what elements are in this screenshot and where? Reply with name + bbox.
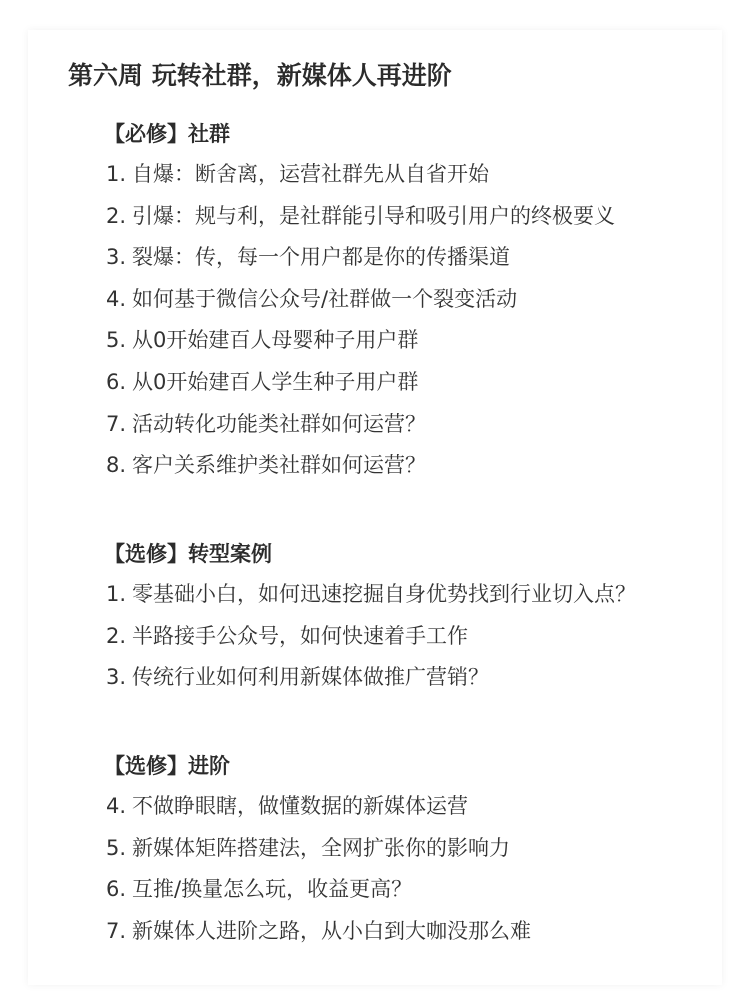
list-item: 4. 如何基于微信公众号/社群做一个裂变活动 xyxy=(106,286,518,311)
list-item: 7. 活动转化功能类社群如何运营？ xyxy=(106,411,427,436)
list-item: 4. 不做睁眼瞎，做懂数据的新媒体运营 xyxy=(106,794,469,818)
lesson-list xyxy=(106,574,636,699)
list-item: 8. 客户关系维护类社群如何运营？ xyxy=(106,453,427,478)
section-elective-advanced xyxy=(104,746,531,952)
list-item: 6. 从0开始建百人学生种子用户群 xyxy=(106,369,419,394)
section-required-community xyxy=(104,114,615,487)
list-item: 7. 新媒体人进阶之路，从小白到大咖没那么难 xyxy=(106,918,532,943)
list-item: 2. 半路接手公众号，如何快速着手工作 xyxy=(106,623,469,648)
list-item: 3. 裂爆：传，每一个用户都是你的传播渠道 xyxy=(106,245,511,270)
section-elective-transition-cases xyxy=(104,534,636,699)
list-item: 1. 零基础小白，如何迅速挖掘自身优势找到行业切入点？ xyxy=(106,582,637,606)
section-heading: 【选修】转型案例 xyxy=(104,542,272,566)
section-heading: 【选修】进阶 xyxy=(104,754,230,778)
lesson-list xyxy=(106,154,615,487)
page-title: 第六周 玩转社群，新媒体人再进阶 xyxy=(68,61,452,90)
list-item: 6. 互推/换量怎么玩，收益更高？ xyxy=(106,877,413,902)
section-heading: 【必修】社群 xyxy=(104,122,230,146)
list-item: 2. 引爆：规与利，是社群能引导和吸引用户的终极要义 xyxy=(106,203,616,228)
list-item: 5. 从0开始建百人母婴种子用户群 xyxy=(106,328,419,353)
lesson-list xyxy=(106,786,531,952)
list-item: 1. 自爆：断舍离，运营社群先从自省开始 xyxy=(106,162,490,186)
list-item: 3. 传统行业如何利用新媒体做推广营销？ xyxy=(106,665,490,690)
list-item: 5. 新媒体矩阵搭建法，全网扩张你的影响力 xyxy=(106,835,511,860)
